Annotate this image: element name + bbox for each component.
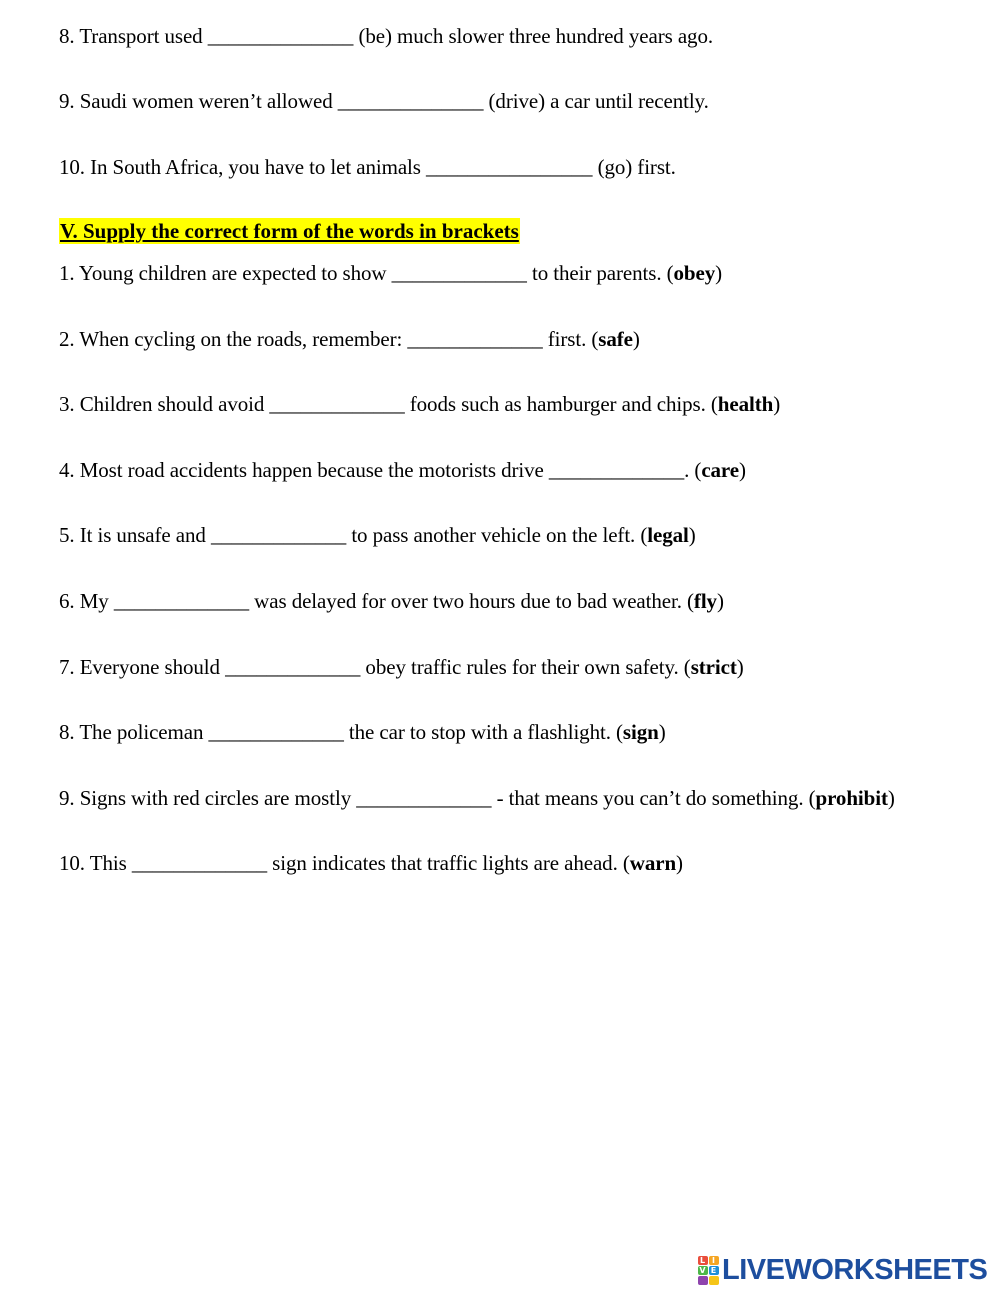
closing-bracket: )	[658, 720, 666, 744]
closing-bracket: )	[676, 851, 683, 875]
base-word: care	[701, 458, 739, 482]
exercise-5-item-10	[59, 850, 683, 876]
base-word: health	[717, 392, 774, 416]
answer-blank[interactable]: _____________	[113, 589, 250, 613]
item-text-after: sign indicates that traffic lights are ahead. (	[267, 851, 630, 875]
item-text-before: 2. When cycling on the roads, remember:	[59, 327, 408, 351]
closing-bracket: )	[773, 392, 781, 416]
item-text-before: 8. Transport used	[59, 24, 208, 48]
item-text-before: 5. It is unsafe and	[59, 523, 211, 547]
answer-blank[interactable]: _____________	[208, 720, 344, 744]
logo-tile: E	[709, 1266, 719, 1275]
exercise-5-item-4	[59, 457, 746, 483]
answer-blank[interactable]: ______________	[337, 89, 484, 113]
exercise-5-item-1	[59, 260, 722, 286]
item-text-after: - that means you can’t do something. (	[491, 786, 816, 810]
item-text-after: the car to stop with a flashlight. (	[343, 720, 623, 744]
logo-tile	[709, 1276, 719, 1285]
exercise-5-item-5	[59, 522, 696, 548]
item-text-before: 3. Children should avoid	[59, 392, 270, 416]
answer-blank[interactable]: _____________	[548, 458, 685, 482]
answer-blank[interactable]: _____________	[225, 655, 361, 679]
item-text-after: to their parents. (	[526, 261, 674, 285]
answer-blank[interactable]: _____________	[391, 261, 527, 285]
answer-blank[interactable]: _____________	[356, 786, 492, 810]
item-text-before: 10. This	[59, 851, 132, 875]
base-word: warn	[629, 851, 677, 875]
item-text-before: 7. Everyone should	[59, 655, 226, 679]
item-text-after: (be) much slower three hundred years ago.	[353, 24, 713, 48]
exercise-5-item-6	[59, 588, 724, 614]
exercise-5-item-7	[59, 654, 744, 680]
answer-blank[interactable]: _____________	[210, 523, 347, 547]
section-5-heading: V. Supply the correct form of the words in brackets	[60, 219, 519, 243]
base-word: safe	[598, 327, 633, 351]
exercise-5-item-3	[59, 391, 780, 417]
base-word: obey	[673, 261, 716, 285]
base-word: sign	[622, 720, 659, 744]
exercise-4-item-9	[59, 88, 709, 114]
base-word: strict	[690, 655, 737, 679]
answer-blank[interactable]: _____________	[407, 327, 543, 351]
closing-bracket: )	[739, 458, 746, 482]
closing-bracket: )	[715, 261, 723, 285]
item-text-after: (drive) a car until recently.	[483, 89, 709, 113]
closing-bracket: )	[716, 589, 724, 613]
liveworksheets-logo-text: LIVEWORKSHEETS	[722, 1253, 988, 1286]
item-text-before: 10. In South Africa, you have to let animals	[59, 155, 427, 179]
item-text-before: 6. My	[59, 589, 114, 613]
logo-tile: I	[709, 1256, 719, 1265]
item-text-after: . (	[684, 458, 702, 482]
exercise-4-item-10	[59, 154, 676, 180]
closing-bracket: )	[688, 523, 696, 547]
exercise-5-item-9	[59, 785, 895, 811]
answer-blank[interactable]: ______________	[207, 24, 354, 48]
closing-bracket: )	[887, 786, 895, 810]
closing-bracket: )	[736, 655, 744, 679]
base-word: prohibit	[815, 786, 888, 810]
item-text-before: 8. The policeman	[59, 720, 209, 744]
item-text-before: 9. Signs with red circles are mostly	[59, 786, 357, 810]
item-text-before: 1. Young children are expected to show	[59, 261, 392, 285]
item-text-after: to pass another vehicle on the left. (	[346, 523, 648, 547]
logo-tile: V	[699, 1265, 706, 1275]
closing-bracket: )	[632, 327, 640, 351]
base-word: fly	[693, 589, 717, 613]
exercise-5-item-2	[59, 326, 640, 352]
logo-tile	[698, 1276, 708, 1285]
logo-tile: L	[698, 1256, 708, 1265]
exercise-5-item-8	[59, 719, 666, 745]
item-text-after: (go) first.	[592, 155, 676, 179]
liveworksheets-logo-icon	[697, 1255, 719, 1285]
answer-blank[interactable]: ________________	[426, 155, 593, 179]
answer-blank[interactable]: _____________	[269, 392, 405, 416]
answer-blank[interactable]: _____________	[131, 851, 268, 875]
item-text-before: 9. Saudi women weren’t allowed	[59, 89, 338, 113]
item-text-after: was delayed for over two hours due to bad weather. (	[249, 589, 694, 613]
liveworksheets-logo	[697, 1254, 987, 1286]
item-text-after: foods such as hamburger and chips. (	[404, 392, 718, 416]
item-text-after: first. (	[542, 327, 599, 351]
base-word: legal	[647, 523, 689, 547]
exercise-4-item-8	[59, 23, 713, 49]
item-text-after: obey traffic rules for their own safety. (	[360, 655, 691, 679]
item-text-before: 4. Most road accidents happen because the motorists drive	[59, 458, 549, 482]
